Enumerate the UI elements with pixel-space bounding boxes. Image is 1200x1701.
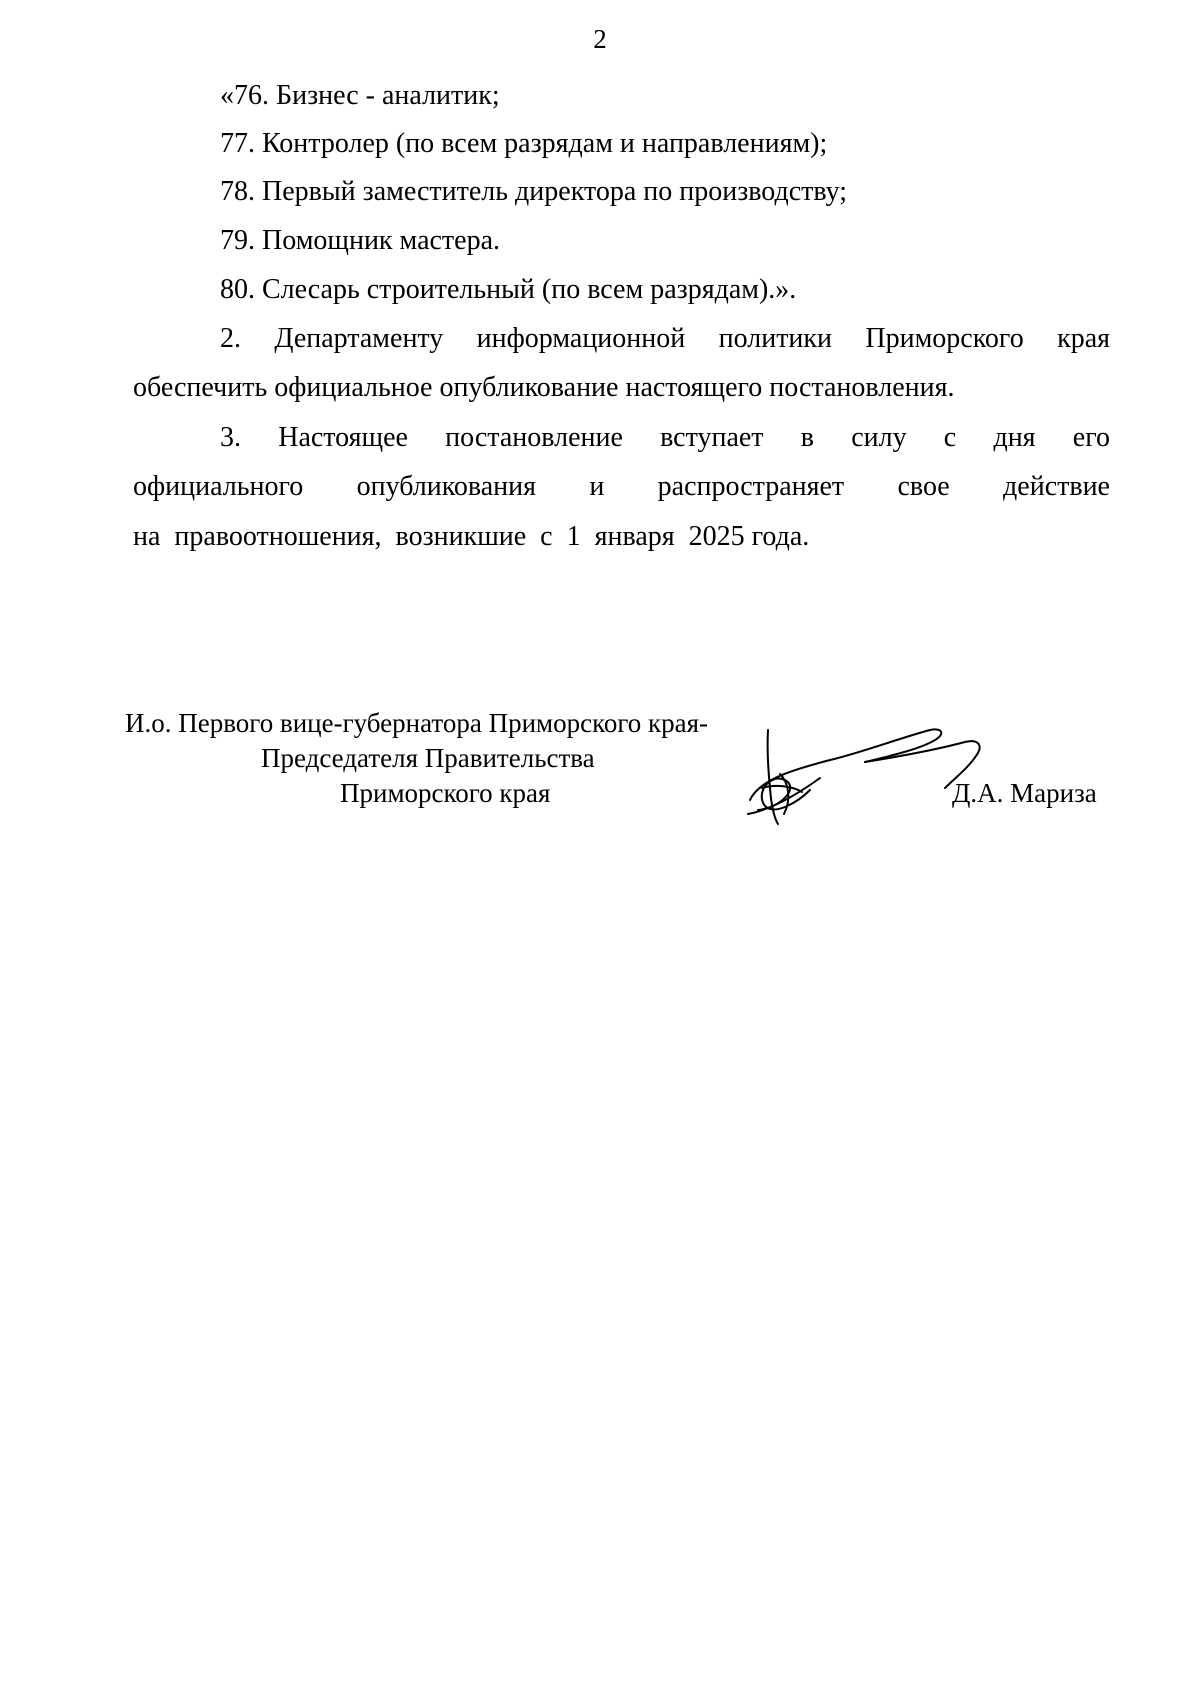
signer-title-line-3: Приморского края — [340, 778, 551, 808]
list-item: «76. Бизнес - аналитик; — [220, 80, 500, 111]
paragraph-3-line-3: на правоотношения, возникшие с 1 января 2025 года. — [133, 521, 810, 552]
paragraph-2-line-1: 2. Департаменту информационной политики Приморского края — [220, 323, 1110, 354]
page-number: 2 — [593, 24, 607, 54]
signer-name: Д.А. Мариза — [952, 778, 1097, 808]
signer-title-line-1: И.о. Первого вице-губернатора Приморского края- — [125, 708, 708, 738]
handwritten-signature — [740, 718, 1000, 828]
list-item: 79. Помощник мастера. — [220, 225, 501, 256]
paragraph-3-line-2: официального опубликования и распространяет свое действие — [133, 471, 1110, 502]
list-item: 80. Слесарь строительный (по всем разрядам).». — [220, 274, 797, 305]
signer-title-line-2: Председателя Правительства — [261, 743, 595, 773]
paragraph-2-line-2: обеспечить официальное опубликование настоящего постановления. — [133, 372, 955, 403]
paragraph-3-line-1: 3. Настоящее постановление вступает в силу с дня его — [220, 422, 1110, 453]
list-item: 77. Контролер (по всем разрядам и направлениям); — [220, 128, 828, 159]
list-item: 78. Первый заместитель директора по производству; — [220, 176, 848, 207]
